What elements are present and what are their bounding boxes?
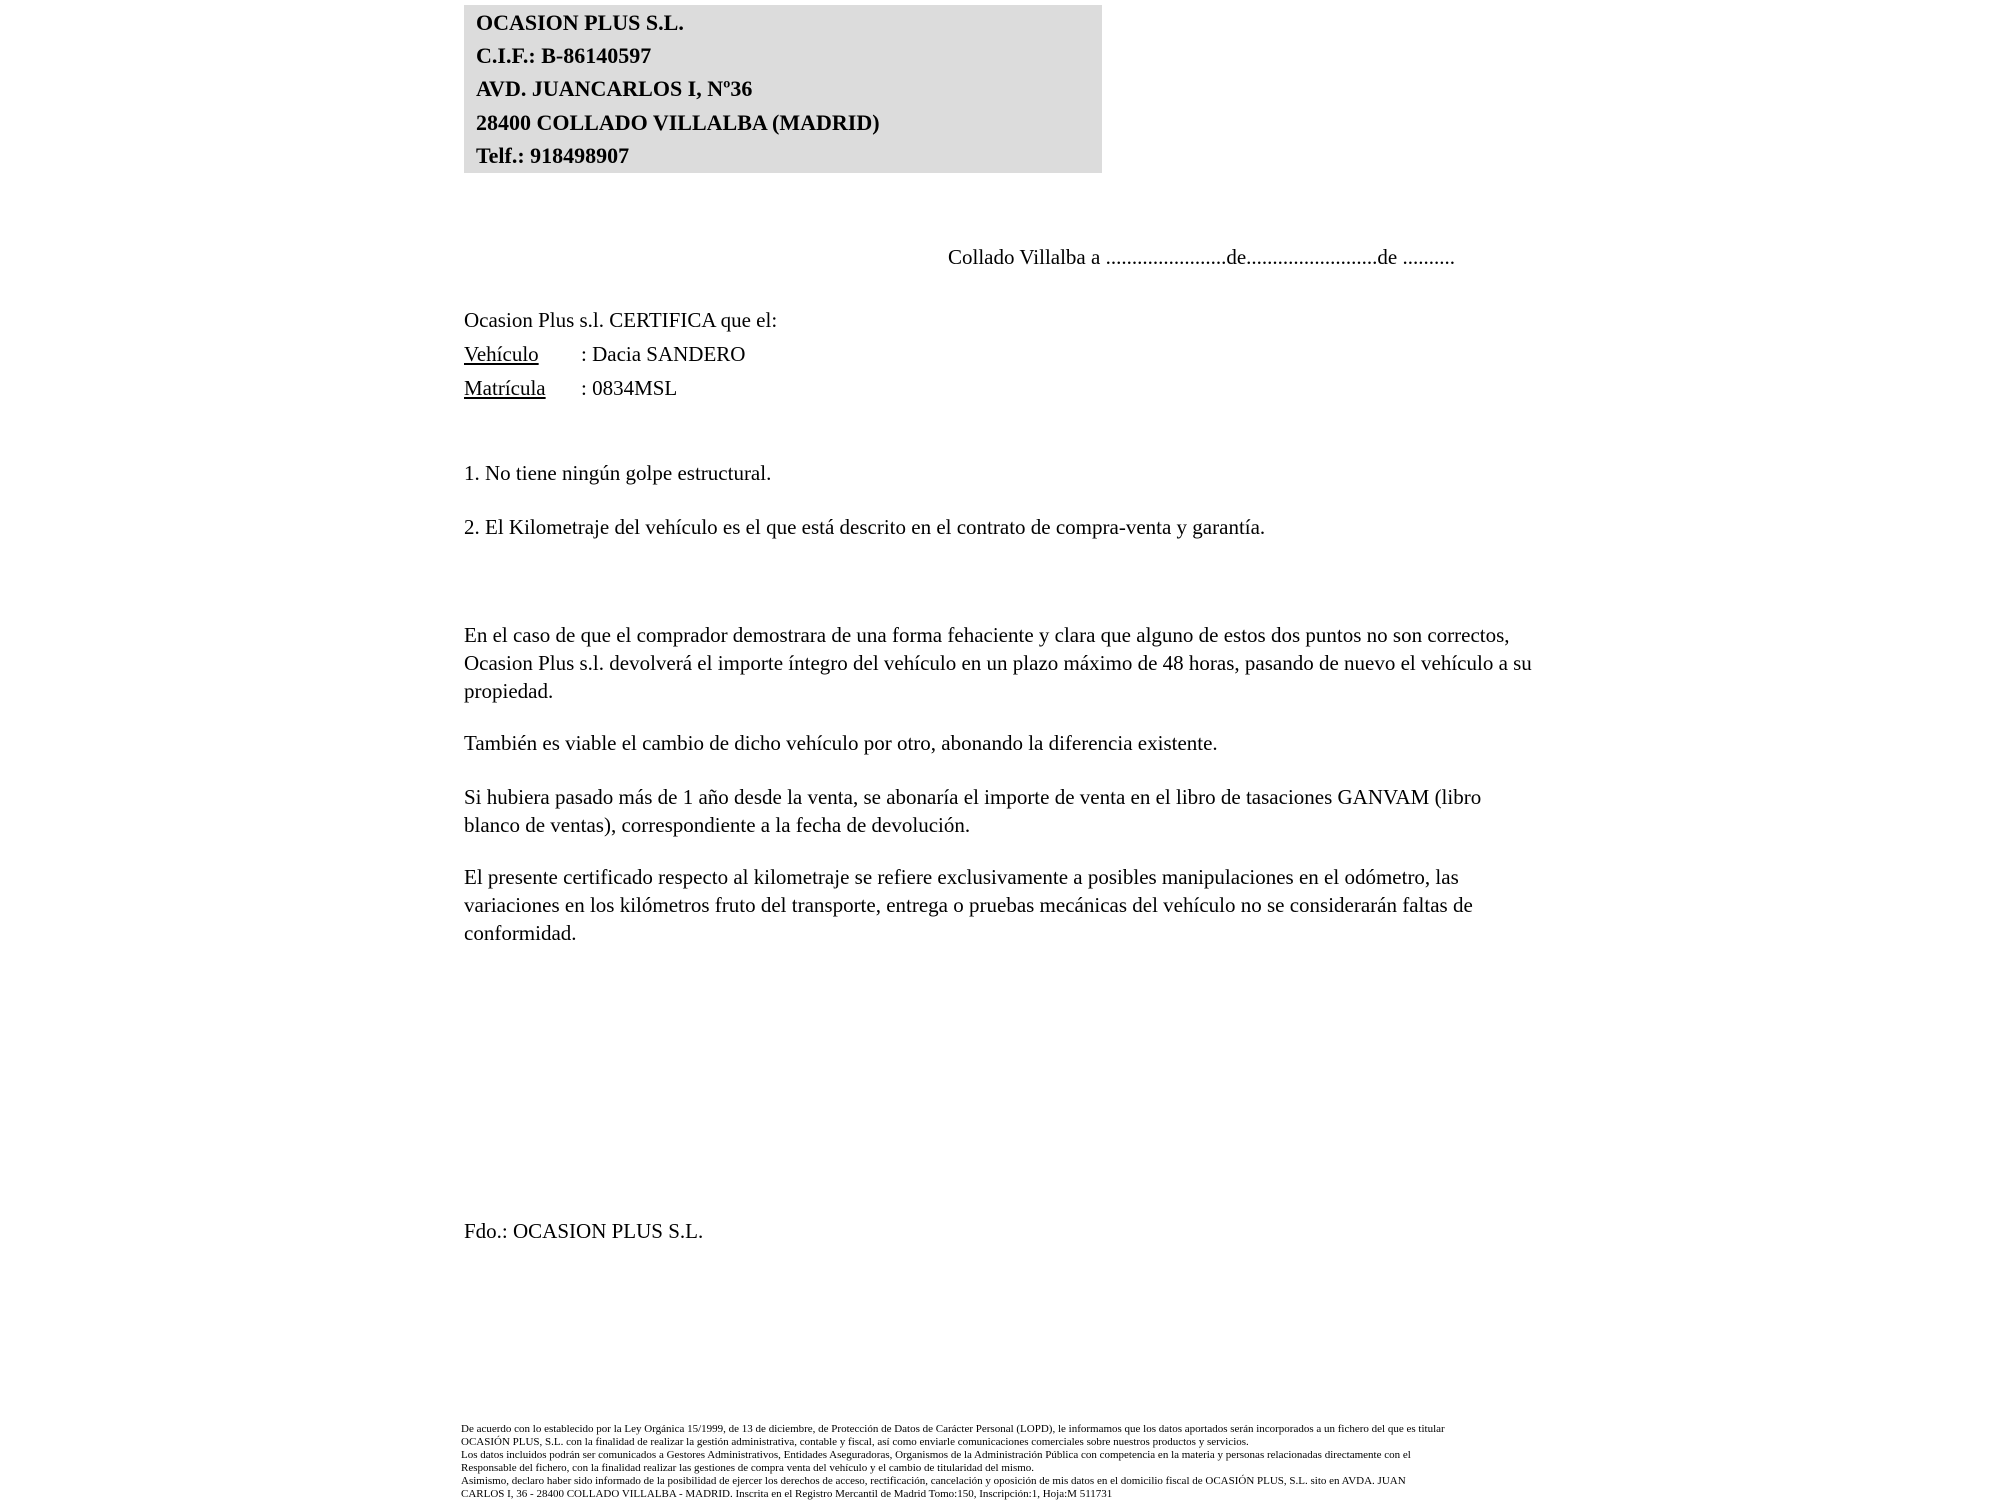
certification-block <box>464 303 2000 405</box>
paragraph-refund: En el caso de que el comprador demostrara de una forma fehaciente y clara que alguno de estos dos puntos no son correctos, Ocasion Plus s.l. devolverá el importe íntegro del vehículo en un plazo máximo de 48 horas, pasando de nuevo el vehículo a su propiedad. <box>464 623 1532 703</box>
document-body <box>464 243 2000 1245</box>
plate-field <box>464 371 2000 405</box>
signature-line: Fdo.: OCASION PLUS S.L. <box>464 1219 704 1243</box>
legal-line: De acuerdo con lo establecido por la Ley Orgánica 15/1999, de 13 de diciembre, de Protección de Datos de Carácter Personal (LOPD), le informamos que los datos aportados serán incorporados a un fichero del que es titular <box>461 1423 1445 1435</box>
company-cif: C.I.F.: B-86140597 <box>476 43 652 69</box>
legal-line: OCASIÓN PLUS, S.L. con la finalidad de realizar la gestión administrativa, contable y fiscal, así como enviarle comunicaciones comerciales sobre nuestros productos y servicios. <box>461 1436 1249 1448</box>
paragraph-exchange: También es viable el cambio de dicho vehículo por otro, abonando la diferencia existente. <box>464 731 1218 755</box>
legal-footer <box>461 1423 2000 1500</box>
paragraph-ganvam: Si hubiera pasado más de 1 año desde la venta, se abonaría el importe de venta en el libro de tasaciones GANVAM (libro blanco de ventas), correspondiente a la fecha de devolución. <box>464 785 1482 837</box>
paragraph-odometer: El presente certificado respecto al kilometraje se refiere exclusivamente a posibles manipulaciones en el odómetro, las variaciones en los kilómetros fruto del transporte, entrega o pruebas mecánicas del vehículo no se considerarán faltas de conformidad. <box>464 865 1473 945</box>
clause-mileage: 2. El Kilometraje del vehículo es el que está descrito en el contrato de compra-venta y garantía. <box>464 515 1266 539</box>
legal-line: CARLOS I, 36 - 28400 COLLADO VILLALBA - MADRID. Inscrita en el Registro Mercantil de Madrid Tomo:150, Inscripción:1, Hoja:M 511731 <box>461 1488 1113 1500</box>
vehicle-label: Vehículo <box>464 342 539 366</box>
legal-line: Responsable del fichero, con la finalidad realizar las gestiones de compra venta del vehículo y el cambio de titularidad del mismo. <box>461 1462 1035 1474</box>
vehicle-value: : Dacia SANDERO <box>581 342 746 366</box>
plate-value: : 0834MSL <box>581 376 678 400</box>
company-address: AVD. JUANCARLOS I, Nº36 <box>476 76 753 102</box>
certification-intro: Ocasion Plus s.l. CERTIFICA que el: <box>464 308 778 332</box>
date-line: Collado Villalba a .......................de.........................de .......... <box>948 245 1455 269</box>
vehicle-field <box>464 337 2000 371</box>
company-letterhead <box>464 5 1102 173</box>
company-phone: Telf.: 918498907 <box>476 142 630 168</box>
company-name: OCASION PLUS S.L. <box>476 10 684 35</box>
legal-line: Asimismo, declaro haber sido informado de la posibilidad de ejercer los derechos de acceso, rectificación, cancelación y oposición de mis datos en el domicilio fiscal de OCASIÓN PLUS, S.L. sito en AVDA. JUAN <box>461 1475 1406 1487</box>
clause-structural: 1. No tiene ningún golpe estructural. <box>464 461 772 485</box>
company-city: 28400 COLLADO VILLALBA (MADRID) <box>476 109 880 135</box>
legal-line: Los datos incluidos podrán ser comunicados a Gestores Administrativos, Entidades Aseguradoras, Organismos de la Administración Pública con competencia en la materia y personas relacionadas directamente con el <box>461 1449 1411 1461</box>
plate-label: Matrícula <box>464 376 546 400</box>
